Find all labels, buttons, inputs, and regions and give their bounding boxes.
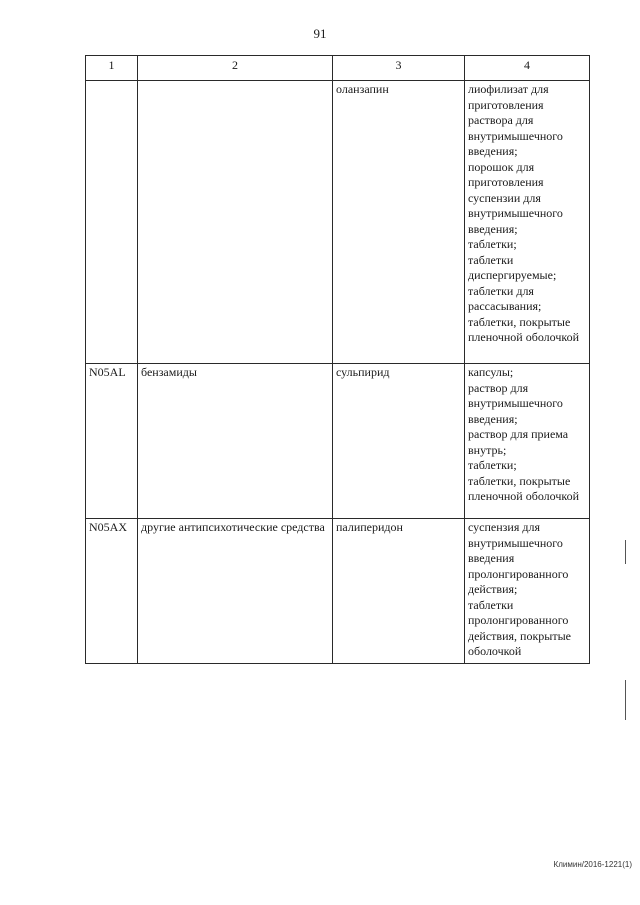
- dosage-form: суспензия для внутримышечного введения пролонгированного действия;: [468, 520, 569, 596]
- atc-code-cell: [86, 81, 138, 364]
- dosage-form: капсулы;: [468, 365, 514, 379]
- dosage-form: таблетки пролонгированного действия, покрытые оболочкой: [468, 597, 571, 658]
- dosage-form: таблетки, покрытые пленочной оболочкой: [468, 473, 580, 503]
- column-header-code: 1: [86, 56, 138, 81]
- dosage-form: таблетки диспергируемые;: [468, 252, 557, 282]
- dosage-form: таблетки;: [468, 458, 517, 472]
- table-row: [86, 81, 590, 364]
- dosage-form: таблетки для рассасывания;: [468, 283, 542, 313]
- drug-group-cell: другие антипсихотические средства: [138, 519, 333, 664]
- column-header-drug: 3: [333, 56, 465, 81]
- dosage-form: таблетки;: [468, 237, 517, 251]
- table-header-row: [86, 56, 590, 81]
- page-number: 91: [313, 26, 327, 41]
- drug-group-cell: [138, 81, 333, 364]
- dosage-form: раствор для приема внутрь;: [468, 427, 569, 457]
- dosage-forms-cell: [465, 364, 590, 519]
- drug-table: [85, 55, 590, 664]
- scan-edge-mark: [625, 680, 626, 720]
- dosage-forms-cell: [465, 519, 590, 664]
- drug-name-cell: оланзапин: [333, 81, 465, 364]
- scan-edge-mark: [625, 540, 626, 564]
- dosage-forms-cell: [465, 81, 590, 364]
- dosage-form: раствор для внутримышечного введения;: [468, 380, 563, 426]
- document-footer-code: Климин/2016-1221(1): [553, 860, 632, 869]
- table-row: [86, 364, 590, 519]
- drug-group-cell: бензамиды: [138, 364, 333, 519]
- column-header-forms: 4: [465, 56, 590, 81]
- atc-code-cell: N05AL: [86, 364, 138, 519]
- dosage-form: лиофилизат для приготовления раствора для внутримышечного введения;: [468, 82, 563, 158]
- drug-name-cell: палиперидон: [333, 519, 465, 664]
- table-row: [86, 519, 590, 664]
- column-header-group: 2: [138, 56, 333, 81]
- atc-code-cell: N05AX: [86, 519, 138, 664]
- dosage-form: порошок для приготовления суспензии для внутримышечного введения;: [468, 159, 563, 236]
- drug-name-cell: сульпирид: [333, 364, 465, 519]
- dosage-form: таблетки, покрытые пленочной оболочкой: [468, 314, 580, 344]
